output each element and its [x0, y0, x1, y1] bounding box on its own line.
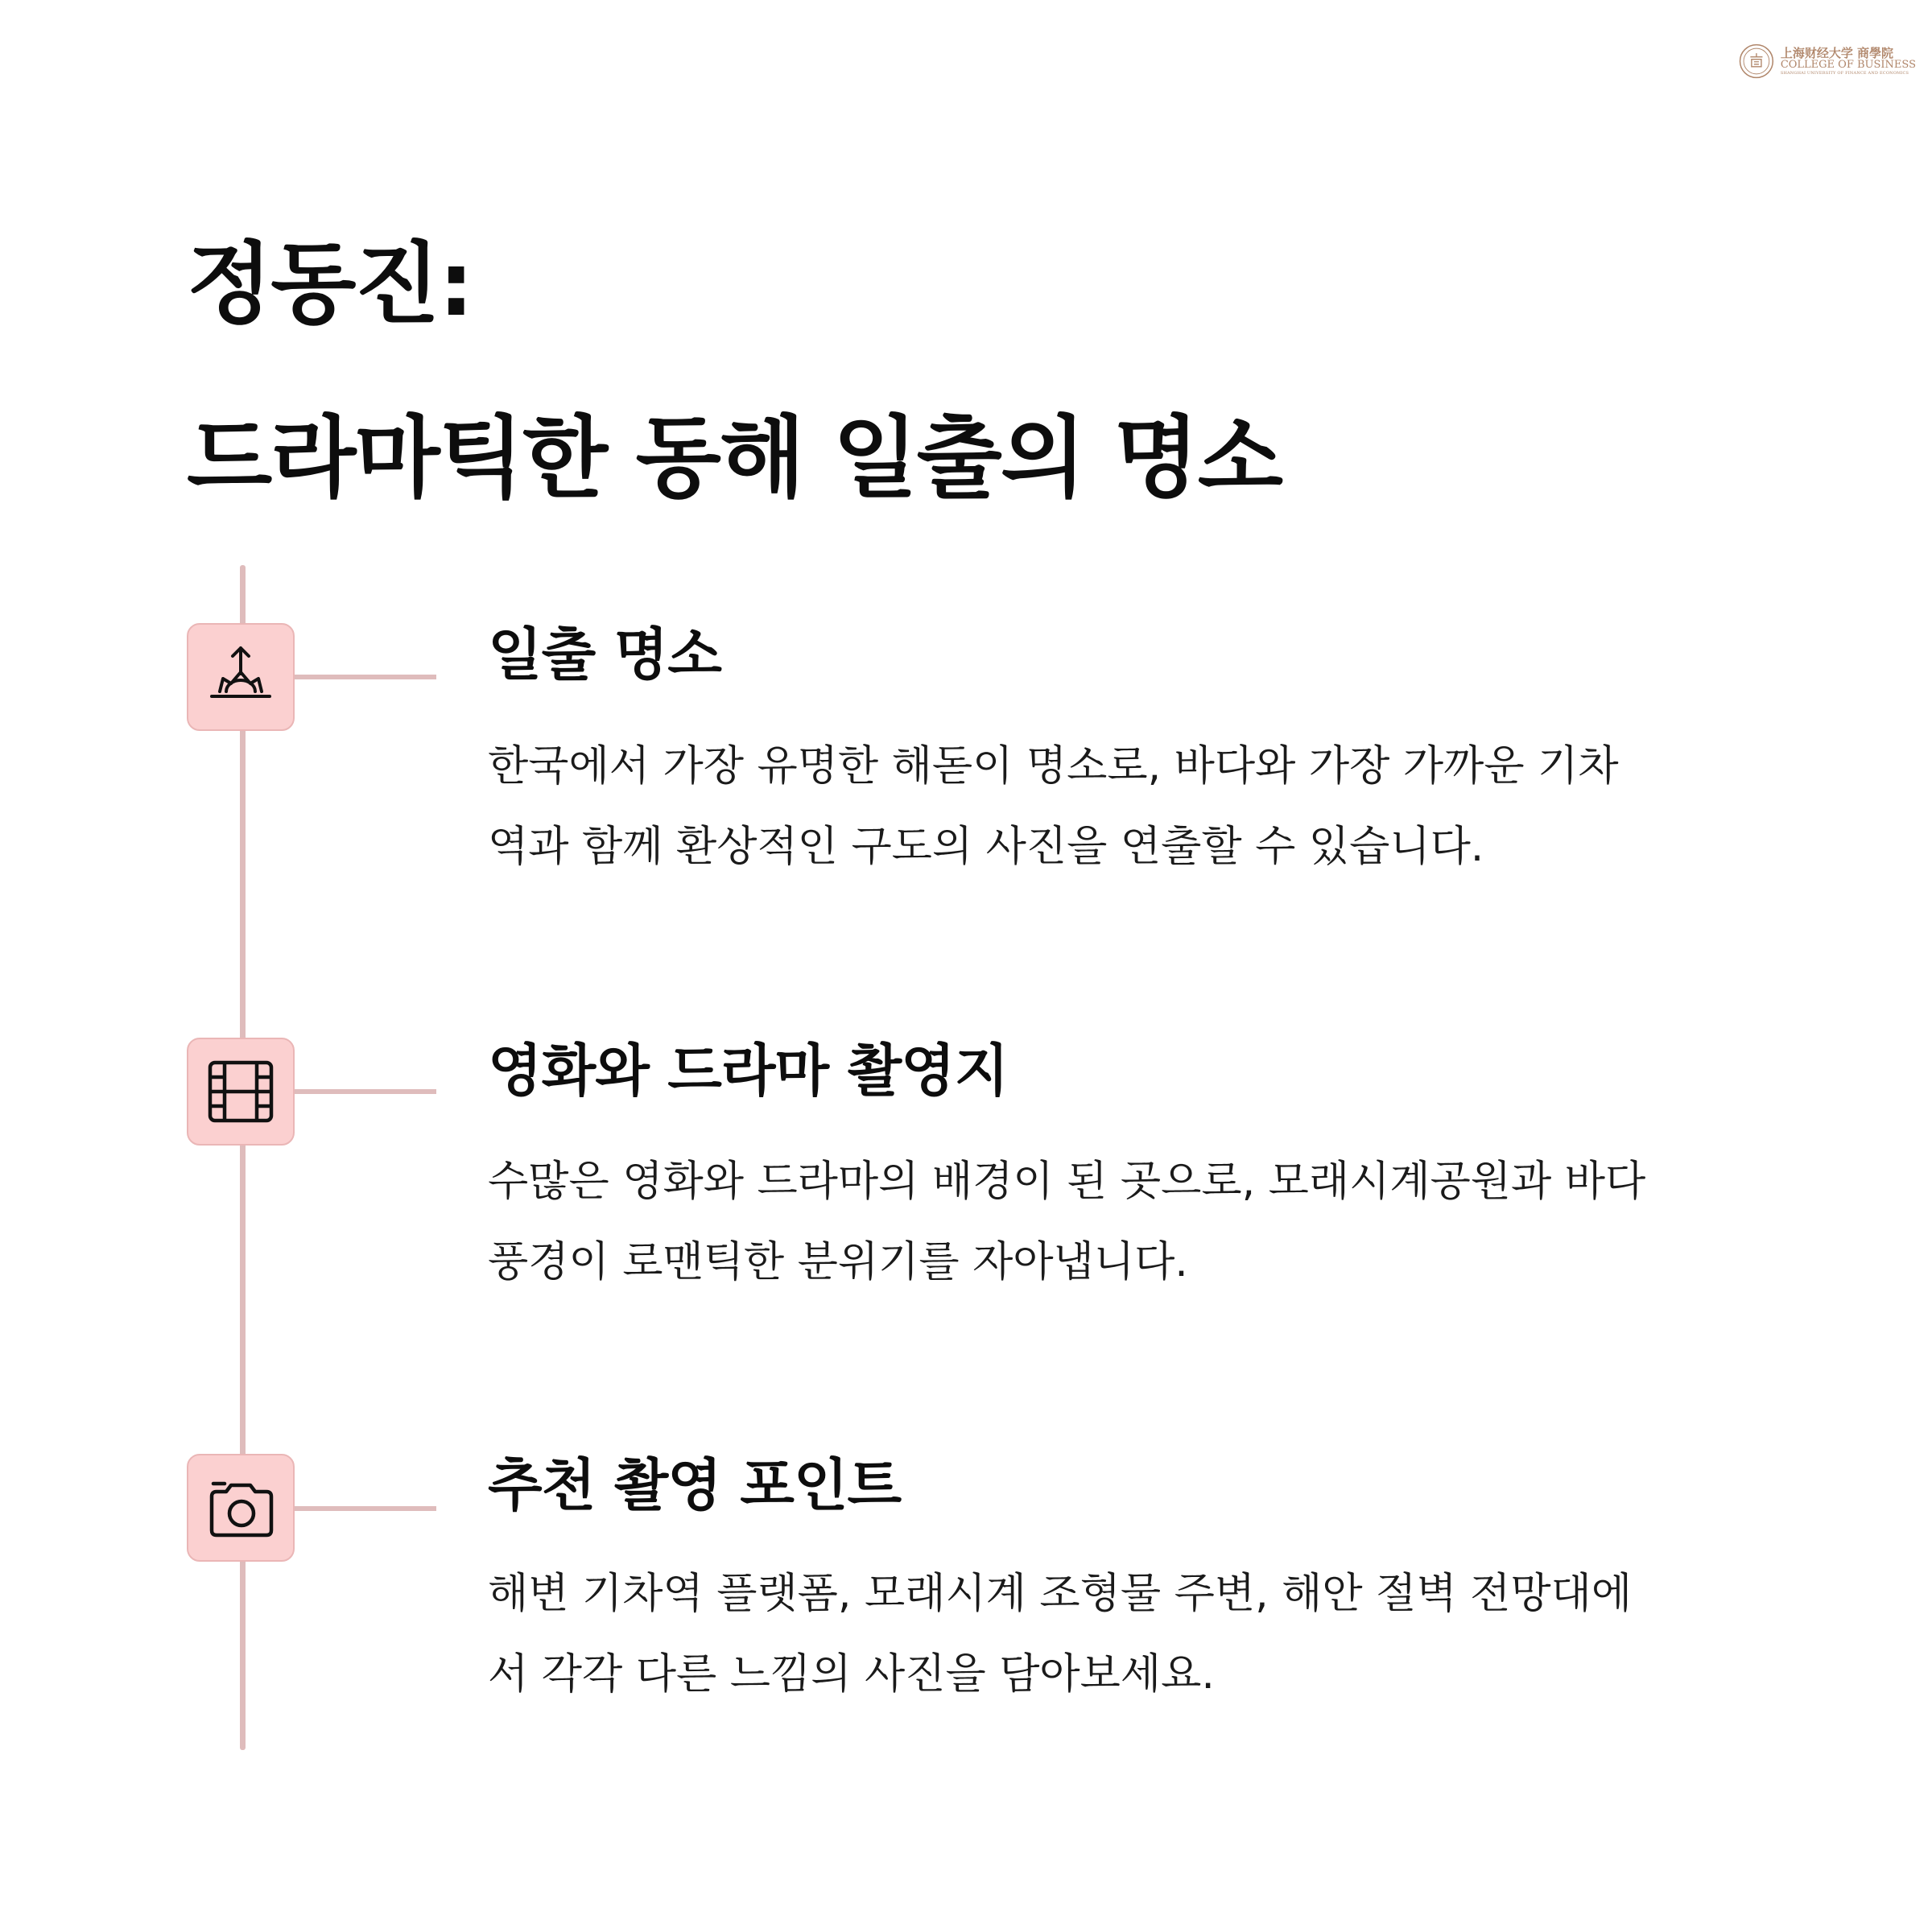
item-description	[488, 726, 1776, 887]
title-line-1: 정동진:	[187, 233, 473, 336]
logo-text	[1781, 47, 1916, 76]
description-line: 풍경이 로맨틱한 분위기를 자아냅니다.	[488, 1238, 1188, 1286]
timeline-connector	[295, 1506, 436, 1511]
college-logo	[1739, 35, 1916, 87]
title-line-2: 드라마틱한 동해 일출의 명소	[187, 407, 1282, 510]
timeline-connector	[295, 675, 436, 679]
description-line: 해변 기차역 플랫폼, 모래시계 조형물 주변, 해안 절벽 전망대에	[488, 1570, 1633, 1618]
logo-line-2: COLLEGE OF BUSINESS	[1780, 59, 1916, 72]
description-line: 한국에서 가장 유명한 해돋이 명소로, 바다와 가장 가까운 기차	[488, 742, 1619, 791]
item-heading: 추천 촬영 포인트	[488, 1452, 902, 1518]
timeline-icon-box	[187, 1038, 295, 1146]
logo-line-3: SHANGHAI UNIVERSITY OF FINANCE AND ECONOMICS	[1780, 70, 1909, 76]
timeline-line	[240, 565, 246, 1750]
description-line: 역과 함께 환상적인 구도의 사진을 연출할 수 있습니다.	[488, 823, 1484, 871]
description-line: 수많은 영화와 드라마의 배경이 된 곳으로, 모래시계공원과 바다	[488, 1158, 1646, 1206]
item-description	[488, 1554, 1776, 1715]
film-icon	[202, 1053, 279, 1130]
item-heading: 일출 명소	[488, 621, 721, 687]
timeline-connector	[295, 1089, 436, 1094]
item-heading: 영화와 드라마 촬영지	[488, 1038, 1009, 1104]
description-line: 서 각각 다른 느낌의 사진을 담아보세요.	[488, 1650, 1215, 1699]
seal-icon	[1739, 38, 1774, 85]
item-description	[488, 1141, 1776, 1302]
sunrise-icon	[202, 638, 279, 716]
timeline-icon-box	[187, 623, 295, 731]
timeline-icon-box	[187, 1454, 295, 1562]
camera-icon	[202, 1469, 279, 1546]
logo-line-1: 上海财经大学 商學院	[1780, 45, 1894, 60]
page-title	[187, 197, 1282, 545]
